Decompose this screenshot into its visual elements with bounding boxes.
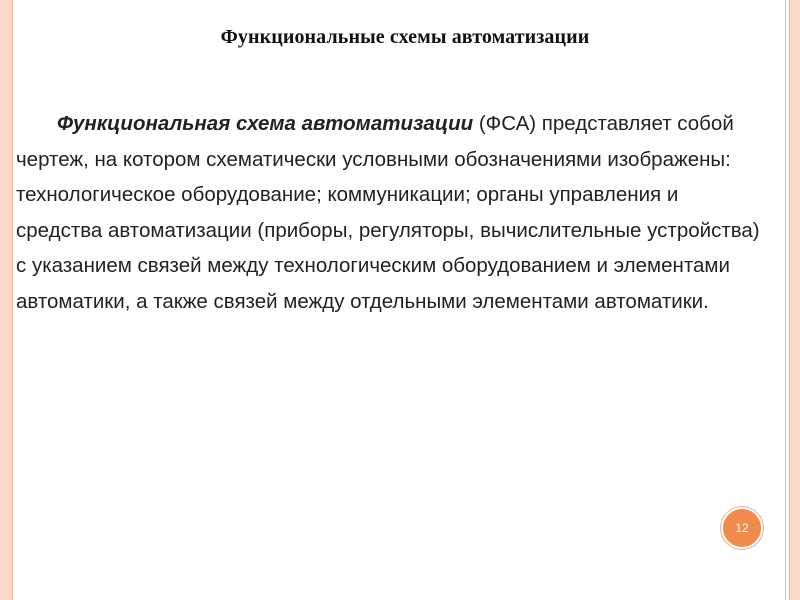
right-border-rule-outer	[789, 0, 790, 600]
definition-paragraph	[16, 106, 760, 319]
page-number-badge: 12	[721, 507, 763, 549]
left-border-decoration	[0, 0, 12, 600]
slide-title: Функциональные схемы автоматизации	[220, 26, 590, 48]
definition-text: (ФСА) представляет собой чертеж, на котором схематически условными обозначениями изображены: технологическое оборудование; коммуникации; органы управления и средства автоматизации (приборы, регуляторы, вычислительные устройства) с указанием связей между технологическим оборудованием и элементами автоматики, а также связей между отдельными элементами автоматики.	[16, 112, 760, 313]
left-border-rule	[12, 0, 13, 600]
right-border-rule	[785, 0, 786, 600]
defined-term: Функциональная схема автоматизации	[57, 112, 474, 135]
right-border-decoration	[790, 0, 800, 600]
